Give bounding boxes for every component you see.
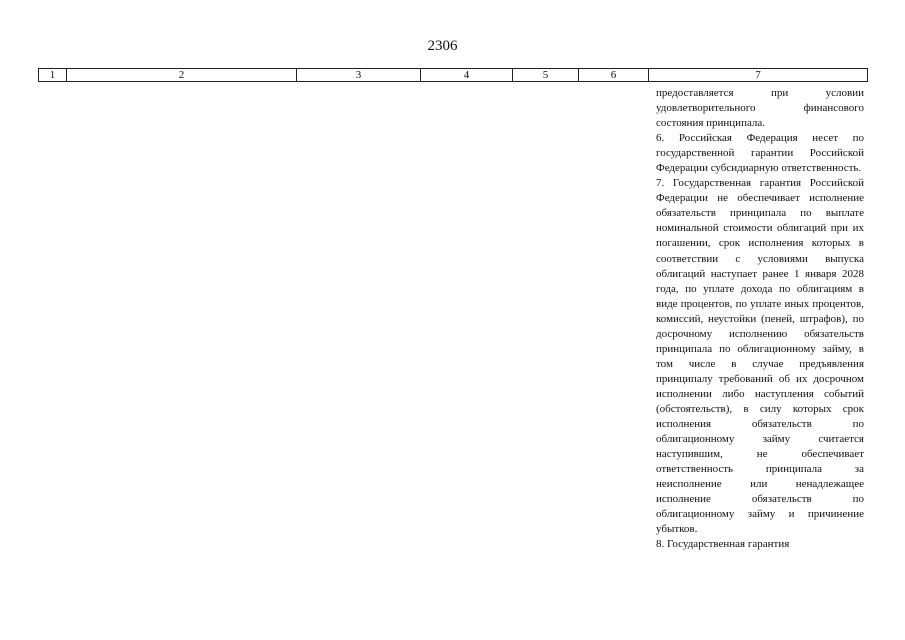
column-number-5: 5	[513, 69, 579, 81]
paragraph-7: 7. Государственная гарантия Российской Федерации не обеспечивает исполнение обязательств принципала по выплате номинальной стоимости облигаций при их погашении, срок исполнения которых в соответствии с условиями выпуска облигаций наступает ранее 1 января 2028 года, по уплате дохода по облигациям в виде процентов, по уплате иных процентов, комиссий, неустойки (пеней, штрафов), по досрочному исполнению обязательств принципала по облигационному займу, в том числе в случае предъявления принципалу требований об их досрочном исполнении либо наступления событий (обстоятельств), в силу которых срок исполнения обязательств по облигационному займу считается наступившим, не обеспечивает ответственность принципала за неисполнение или ненадлежащее исполнение обязательств по облигационному займу и причинение убытков.	[656, 177, 864, 536]
column-number-4: 4	[421, 69, 513, 81]
page-number: 2306	[427, 38, 458, 54]
column-number-6: 6	[579, 69, 649, 81]
column-number-3: 3	[297, 69, 421, 81]
column-7-text	[656, 86, 864, 552]
column-number-7: 7	[755, 69, 761, 81]
column-number-header	[38, 68, 868, 82]
paragraph-6: 6. Российская Федерация несет по государственной гарантии Российской Федерации субсидиарную ответственность.	[656, 132, 864, 175]
paragraph-8: 8. Государственная гарантия	[656, 538, 790, 551]
column-number-1: 1	[39, 69, 67, 81]
column-number-2: 2	[67, 69, 297, 81]
paragraph-continuation: предоставляется при условии удовлетворительного финансового состояния принципала.	[656, 87, 864, 130]
